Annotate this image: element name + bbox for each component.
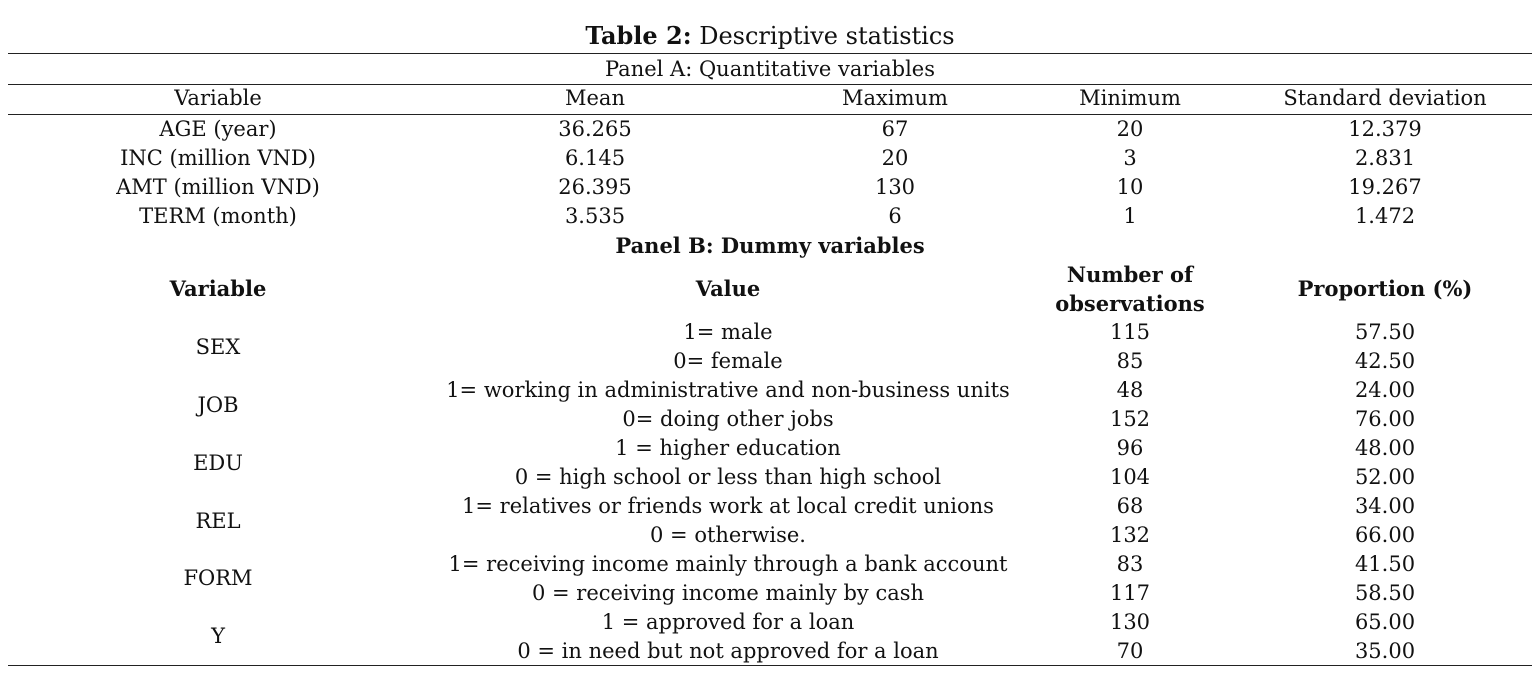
panel-b-proportion: 58.50	[1354, 581, 1416, 605]
panel-b-proportion: 66.00	[1354, 523, 1416, 547]
panel-b-observations: 152	[1109, 407, 1151, 431]
panel-b-variable: REL	[195, 509, 241, 533]
panel-b-value: 1 = approved for a loan	[601, 610, 855, 634]
panel-a-cell: 36.265	[558, 117, 632, 141]
panel-a-cell: 3.535	[564, 204, 626, 228]
panel-b-header-value: Value	[695, 276, 761, 301]
panel-b-proportion: 35.00	[1354, 639, 1416, 663]
panel-b-value: 0 = high school or less than high school	[514, 465, 942, 489]
table-title	[0, 20, 1533, 52]
panel-b-value: 1= working in administrative and non-business units	[446, 378, 1010, 402]
panel-a-header-std: Standard deviation	[1283, 86, 1487, 110]
panel-a-cell: 26.395	[558, 175, 632, 199]
panel-b-observations: 48	[1116, 378, 1144, 402]
panel-a-cell: 19.267	[1348, 175, 1422, 199]
panel-a-header-maximum: Maximum	[842, 86, 948, 110]
panel-a-cell: 1	[1123, 204, 1137, 228]
panel-b-observations: 83	[1116, 552, 1144, 576]
panel-a-cell: 6	[888, 204, 902, 228]
panel-b-observations: 130	[1109, 610, 1151, 634]
panel-a-header-minimum: Minimum	[1079, 86, 1181, 110]
panel-a-header-mean: Mean	[565, 86, 625, 110]
rule-bottom	[8, 665, 1532, 666]
panel-a-cell: 6.145	[564, 146, 626, 170]
panel-a-heading: Panel A: Quantitative variables	[604, 57, 935, 81]
table-title-text: Descriptive statistics	[691, 22, 955, 50]
panel-b-value: 0 = otherwise.	[650, 523, 806, 547]
panel-b-proportion: 41.50	[1354, 552, 1416, 576]
panel-b-value: 0= female	[673, 349, 783, 373]
panel-b-variable: FORM	[183, 566, 253, 590]
panel-b-value: 0 = in need but not approved for a loan	[517, 639, 939, 663]
panel-a-cell: 20	[881, 146, 909, 170]
panel-b-proportion: 76.00	[1354, 407, 1416, 431]
panel-b-observations: 104	[1109, 465, 1151, 489]
panel-b-variable: JOB	[197, 393, 239, 417]
panel-a-cell: INC (million VND)	[120, 146, 316, 170]
panel-b-proportion: 57.50	[1354, 320, 1416, 344]
panel-b-observations: 68	[1116, 494, 1144, 518]
panel-b-proportion: 52.00	[1354, 465, 1416, 489]
panel-b-variable: SEX	[195, 335, 241, 359]
panel-b-observations: 115	[1109, 320, 1151, 344]
panel-b-variable: EDU	[193, 451, 243, 475]
panel-b-proportion: 34.00	[1354, 494, 1416, 518]
panel-b-observations: 96	[1116, 436, 1144, 460]
panel-b-header-proportion: Proportion (%)	[1297, 276, 1473, 301]
panel-a-cell: 3	[1123, 146, 1137, 170]
panel-b-observations: 70	[1116, 639, 1144, 663]
panel-a-cell: AMT (million VND)	[116, 175, 320, 199]
panel-b-observations: 117	[1109, 581, 1151, 605]
panel-a-cell: 67	[881, 117, 909, 141]
panel-a-cell: 2.831	[1354, 146, 1416, 170]
panel-b-header-observations-line2: observations	[1055, 291, 1205, 316]
table-title-label: Table 2:	[585, 21, 692, 50]
panel-a-cell: 1.472	[1354, 204, 1416, 228]
rule-top	[8, 53, 1532, 54]
panel-b-proportion: 48.00	[1354, 436, 1416, 460]
panel-a-cell: 130	[874, 175, 916, 199]
panel-b-header-variable: Variable	[169, 276, 267, 301]
panel-b-heading: Panel B: Dummy variables	[615, 233, 925, 258]
panel-b-value: 1= relatives or friends work at local credit unions	[462, 494, 994, 518]
panel-b-value: 1 = higher education	[615, 436, 841, 460]
panel-a-cell: 10	[1116, 175, 1144, 199]
panel-b-variable: Y	[211, 624, 225, 648]
panel-b-value: 0 = receiving income mainly by cash	[531, 581, 925, 605]
panel-b-proportion: 42.50	[1354, 349, 1416, 373]
panel-b-value: 1= receiving income mainly through a bank account	[448, 552, 1008, 576]
panel-b-observations: 85	[1116, 349, 1144, 373]
panel-a-cell: 20	[1116, 117, 1144, 141]
panel-a-cell: TERM (month)	[139, 204, 297, 228]
panel-b-value: 1= male	[683, 320, 773, 344]
panel-a-cell: 12.379	[1348, 117, 1422, 141]
panel-b-value: 0= doing other jobs	[622, 407, 834, 431]
panel-b-observations: 132	[1109, 523, 1151, 547]
panel-b-header-observations-line1: Number of	[1066, 262, 1194, 287]
panel-a-cell: AGE (year)	[159, 117, 277, 141]
panel-a-header-variable: Variable	[174, 86, 262, 110]
panel-b-proportion: 65.00	[1354, 610, 1416, 634]
panel-b-proportion: 24.00	[1354, 378, 1416, 402]
